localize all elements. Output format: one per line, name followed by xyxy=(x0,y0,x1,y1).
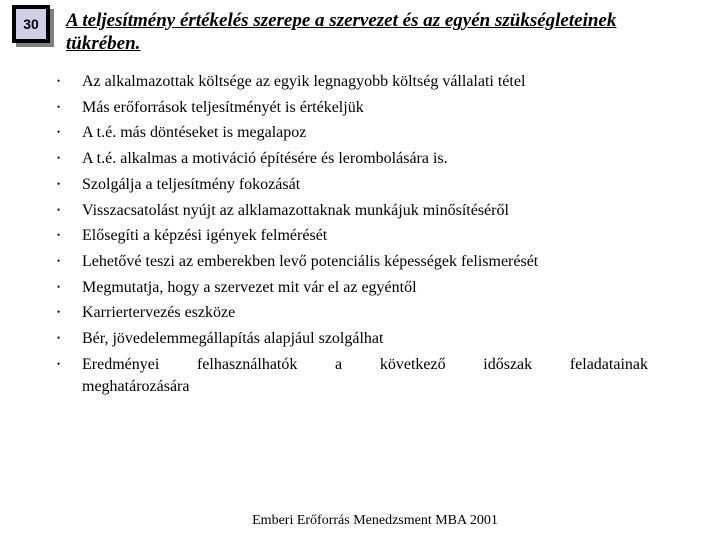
bullet-icon: • xyxy=(57,204,61,215)
list-item-text: A t.é. más döntéseket is megalapoz xyxy=(82,124,307,142)
list-item-text: Lehetővé teszi az emberekben levő potenciális képességek felismerését xyxy=(82,252,539,270)
list-item-text: Szolgálja a teljesítmény fokozását xyxy=(82,175,301,193)
list-item-text: Bér, jövedelemmegállapítás alapjául szolgálhat xyxy=(82,330,384,348)
list-item-text-line-2: meghatározására xyxy=(82,378,190,396)
list-item xyxy=(0,300,648,326)
bullet-icon: • xyxy=(57,153,61,164)
list-item xyxy=(0,249,648,275)
bullet-icon: • xyxy=(57,358,61,369)
slide-footer: Emberi Erőforrás Menedzsment MBA 2001 xyxy=(252,513,498,528)
bullet-icon: • xyxy=(57,178,61,189)
bullet-list xyxy=(0,69,720,399)
list-item-text: Elősegíti a képzési igények felmérését xyxy=(82,227,328,245)
list-item-text-line-1: Eredményei felhasználhatók a következő időszak feladatainak xyxy=(82,355,648,373)
list-item-text: Visszacsatolást nyújt az alklamazottaknak munkájuk minősítéséről xyxy=(82,201,509,219)
list-item xyxy=(0,275,648,301)
list-item xyxy=(0,172,648,198)
list-item xyxy=(0,223,648,249)
list-item xyxy=(0,146,648,172)
list-item xyxy=(0,95,648,121)
list-item xyxy=(0,120,648,146)
list-item-text: A t.é. alkalmas a motiváció építésére és lerombolására is. xyxy=(82,150,448,168)
bullet-icon: • xyxy=(57,101,61,112)
list-item-text: Megmutatja, hogy a szervezet mit vár el az egyéntől xyxy=(82,278,417,296)
bullet-icon: • xyxy=(57,127,61,138)
slide-number: 30 xyxy=(16,9,46,39)
list-item xyxy=(0,326,648,352)
bullet-icon: • xyxy=(57,230,61,241)
bullet-icon: • xyxy=(57,333,61,344)
slide-number-box xyxy=(12,5,50,43)
list-item-text xyxy=(82,352,648,399)
list-item xyxy=(0,198,648,224)
slide-title: A teljesítmény értékelés szerepe a szervezet és az egyén szükségleteinek tükrében. xyxy=(66,10,617,54)
bullet-icon: • xyxy=(57,307,61,318)
bullet-icon: • xyxy=(57,255,61,266)
bullet-icon: • xyxy=(57,76,61,86)
list-item xyxy=(0,352,648,399)
list-item-text: Más erőforrások teljesítményét is értékeljük xyxy=(82,98,364,116)
list-item-text: Karriertervezés eszköze xyxy=(82,304,236,322)
bullet-icon: • xyxy=(57,281,61,292)
list-item-text: Az alkalmazottak költsége az egyik legnagyobb költség vállalati tétel xyxy=(82,73,526,90)
list-item xyxy=(0,69,648,95)
